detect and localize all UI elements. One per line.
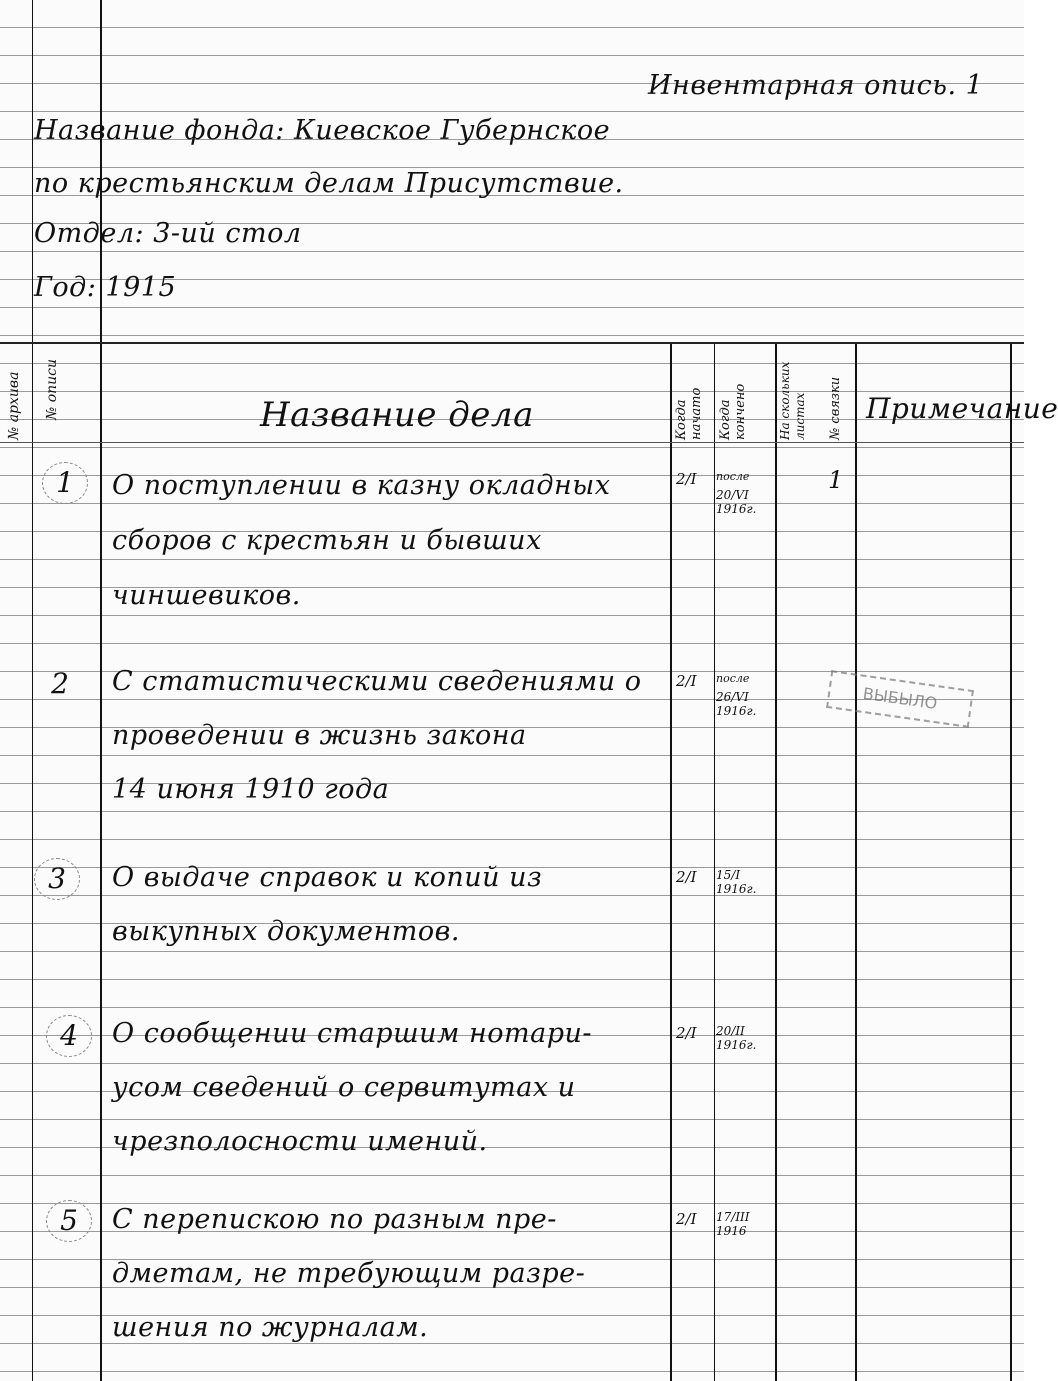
row-number: 2 [51,667,69,700]
department: Отдел: 3-ий стол [34,218,302,249]
case-title-line: шения по журналам. [112,1312,429,1343]
fund-name-cont: по крестьянским делам Присутствие. [34,168,624,199]
year: Год: 1915 [34,272,177,303]
case-title-line: усом сведений о сервитутах и [112,1072,576,1103]
bundle-number: 1 [828,466,844,494]
row-number: 1 [42,462,88,504]
column-rule [670,342,672,1381]
case-title-line: проведении в жизнь закона [112,720,527,751]
col-ended: Когда кончено [718,383,748,440]
case-title-line: дметам, не требующим разре- [112,1258,586,1289]
case-title-line: О выдаче справок и копий из [112,862,543,893]
case-title-line: сборов с крестьян и бывших [112,525,542,556]
col-case-name: Название дела [260,395,534,435]
started-date: 2/I [676,672,697,690]
ended-date: 17/III 1916 [716,1210,750,1238]
case-title-line: чиншевиков. [112,580,301,611]
inventory-title: Инвентарная опись. 1 [648,70,984,101]
case-title-line: выкупных документов. [112,916,460,947]
row-number: 3 [34,858,80,900]
started-date: 2/I [676,1024,697,1042]
case-title-line: 14 июня 1910 года [112,774,390,805]
column-rule [855,342,857,1381]
col-sheets: На скольких листах [778,361,807,440]
case-title-line: О поступлении в казну окладных [112,470,611,501]
started-date: 2/I [676,470,697,488]
row-number: 5 [46,1200,92,1242]
fund-name: Название фонда: Киевское Губернское [34,115,611,146]
margin-rule [100,0,102,1381]
withdrawn-stamp: ВЫБЫЛО [826,670,974,728]
column-rule [32,0,33,1381]
column-rule [1010,342,1012,1381]
started-date: 2/I [676,1210,697,1228]
case-title-line: С перепискою по разным пре- [112,1204,557,1235]
row-number: 4 [46,1015,92,1057]
case-title-line: чрезполосности имений. [112,1126,488,1157]
ended-date: 20/VI 1916г. [716,488,757,516]
table-top-rule [0,342,1024,344]
col-inventory-no: № описи [44,358,60,420]
ended-prefix: после [716,672,750,685]
ended-date: 15/I 1916г. [716,868,757,896]
started-date: 2/I [676,868,697,886]
col-note: Примечание [866,392,1058,425]
column-rule [714,342,715,1381]
ended-prefix: после [716,470,750,483]
col-started: Когда начато [674,387,704,440]
col-archive-no: № архива [6,371,22,440]
ended-date: 20/II 1916г. [716,1024,757,1052]
col-bundle-no: № связки [828,376,843,440]
ended-date: 26/VI 1916г. [716,690,757,718]
case-title-line: О сообщении старшим нотари- [112,1018,593,1049]
case-title-line: С статистическими сведениями о [112,666,642,697]
header-bottom-rule [0,442,1024,443]
